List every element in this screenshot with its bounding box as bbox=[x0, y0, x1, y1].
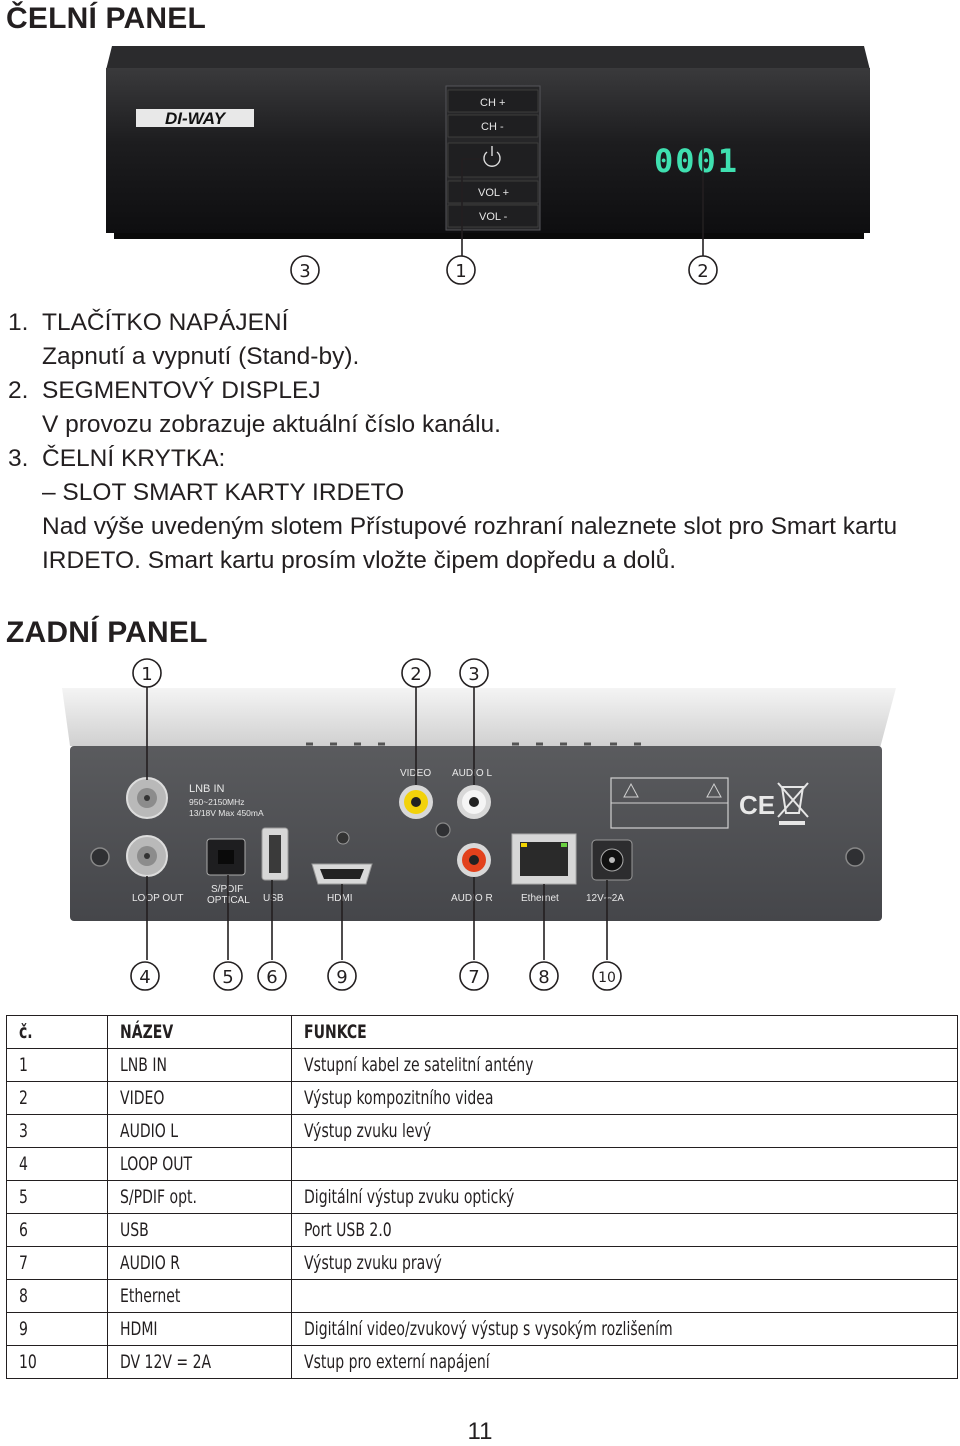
audio-l-label: AUDIO L bbox=[452, 768, 493, 779]
audio-l-rca-connector bbox=[457, 785, 491, 819]
list-item-title: ČELNÍ KRYTKA: bbox=[42, 445, 226, 472]
connector-table bbox=[6, 1015, 958, 1379]
cell-name: LOOP OUT bbox=[108, 1148, 292, 1181]
cell-name: AUDIO L bbox=[108, 1115, 292, 1148]
cell-name: Ethernet bbox=[108, 1280, 292, 1313]
cell-function: Výstup kompozitního videa bbox=[292, 1082, 958, 1115]
svg-text:1: 1 bbox=[455, 261, 467, 282]
table-row bbox=[7, 1346, 958, 1379]
front-panel-heading: ČELNÍ PANEL bbox=[6, 2, 206, 35]
table-row bbox=[7, 1247, 958, 1280]
table-row bbox=[7, 1115, 958, 1148]
column-header-number: č. bbox=[7, 1016, 108, 1049]
loop-out-connector bbox=[127, 836, 167, 876]
table-row bbox=[7, 1148, 958, 1181]
table-row bbox=[7, 1049, 958, 1082]
spdif-label: S/PDIF bbox=[211, 884, 244, 895]
audio-r-label: AUDIO R bbox=[451, 893, 493, 904]
cell-function: Digitální video/zvukový výstup s vysokým rozlišením bbox=[292, 1313, 958, 1346]
list-item-number: 2. bbox=[8, 377, 29, 404]
vol-down-label: VOL - bbox=[479, 211, 508, 223]
cell-name: USB bbox=[108, 1214, 292, 1247]
audio-r-rca-connector bbox=[457, 843, 491, 877]
cell-function: Vstupní kabel ze satelitní antény bbox=[292, 1049, 958, 1082]
description-list bbox=[8, 306, 960, 578]
usb-label: USB bbox=[263, 893, 284, 904]
svg-text:9: 9 bbox=[336, 967, 348, 988]
list-item-number: 3. bbox=[8, 445, 29, 472]
rear-panel-heading: ZADNÍ PANEL bbox=[6, 616, 208, 649]
list-item-text: Zapnutí a vypnutí (Stand-by). bbox=[42, 343, 360, 370]
list-item-title: TLAČÍTKO NAPÁJENÍ bbox=[42, 309, 289, 336]
svg-text:8: 8 bbox=[538, 967, 550, 988]
front-panel-photo bbox=[0, 38, 960, 298]
svg-text:4: 4 bbox=[139, 967, 151, 988]
svg-text:2: 2 bbox=[697, 261, 709, 282]
cell-number: 3 bbox=[7, 1115, 108, 1148]
table-row bbox=[7, 1214, 958, 1247]
cell-function: Port USB 2.0 bbox=[292, 1214, 958, 1247]
segment-display: 0001 bbox=[654, 142, 740, 180]
rear-panel-photo bbox=[0, 650, 960, 1000]
cell-function bbox=[292, 1148, 958, 1181]
svg-text:7: 7 bbox=[468, 967, 480, 988]
loop-out-label: LOOP OUT bbox=[132, 893, 184, 904]
list-item-text: IRDETO. Smart kartu prosím vložte čipem dopředu a dolů. bbox=[42, 547, 677, 574]
cell-name: AUDIO R bbox=[108, 1247, 292, 1280]
table-header-row bbox=[7, 1016, 958, 1049]
cell-number: 6 bbox=[7, 1214, 108, 1247]
svg-text:2: 2 bbox=[410, 664, 422, 685]
optical-label: OPTICAL bbox=[207, 895, 250, 906]
cell-function: Digitální výstup zvuku optický bbox=[292, 1181, 958, 1214]
svg-text:6: 6 bbox=[266, 967, 278, 988]
cell-name: HDMI bbox=[108, 1313, 292, 1346]
cell-number: 4 bbox=[7, 1148, 108, 1181]
cell-number: 10 bbox=[7, 1346, 108, 1379]
brand-logo: DI-WAY bbox=[164, 109, 226, 128]
cell-name: S/PDIF opt. bbox=[108, 1181, 292, 1214]
ch-up-label: CH + bbox=[480, 97, 506, 109]
lnb-spec-frequency: 950~2150MHz bbox=[189, 797, 245, 807]
video-label: VIDEO bbox=[400, 768, 432, 779]
vol-up-label: VOL + bbox=[478, 187, 510, 199]
list-item-number: 1. bbox=[8, 309, 29, 336]
svg-text:3: 3 bbox=[299, 261, 311, 282]
table-row bbox=[7, 1082, 958, 1115]
video-rca-connector bbox=[399, 785, 433, 819]
cell-number: 1 bbox=[7, 1049, 108, 1082]
svg-text:3: 3 bbox=[468, 664, 480, 685]
list-item-text: – SLOT SMART KARTY IRDETO bbox=[42, 479, 405, 506]
ch-down-label: CH - bbox=[481, 121, 504, 133]
list-item bbox=[8, 442, 960, 476]
power-input-label: 12V⎓2A bbox=[586, 893, 625, 904]
cell-function: Vstup pro externí napájení bbox=[292, 1346, 958, 1379]
cell-function: Výstup zvuku levý bbox=[292, 1115, 958, 1148]
hdmi-label: HDMI bbox=[327, 893, 353, 904]
list-item bbox=[8, 374, 960, 408]
cell-number: 2 bbox=[7, 1082, 108, 1115]
ethernet-label: Ethernet bbox=[521, 893, 559, 904]
lnb-in-connector bbox=[127, 778, 167, 818]
cell-function: Výstup zvuku pravý bbox=[292, 1247, 958, 1280]
list-item-title: SEGMENTOVÝ DISPLEJ bbox=[42, 377, 321, 404]
list-item-text: V provozu zobrazuje aktuální číslo kanálu. bbox=[42, 411, 501, 438]
cell-number: 7 bbox=[7, 1247, 108, 1280]
page-number: 11 bbox=[467, 1418, 493, 1445]
lnb-in-label: LNB IN bbox=[189, 783, 225, 795]
cell-function bbox=[292, 1280, 958, 1313]
cell-name: LNB IN bbox=[108, 1049, 292, 1082]
svg-text:1: 1 bbox=[141, 664, 153, 685]
cell-number: 8 bbox=[7, 1280, 108, 1313]
column-header-function: FUNKCE bbox=[292, 1016, 958, 1049]
cell-number: 5 bbox=[7, 1181, 108, 1214]
table-row bbox=[7, 1181, 958, 1214]
table-row bbox=[7, 1280, 958, 1313]
column-header-name: NÁZEV bbox=[108, 1016, 292, 1049]
cell-name: VIDEO bbox=[108, 1082, 292, 1115]
cell-name: DV 12V = 2A bbox=[108, 1346, 292, 1379]
ce-mark: CE bbox=[739, 790, 776, 820]
list-item-text: Nad výše uvedeným slotem Přístupové rozhraní naleznete slot pro Smart kartu bbox=[42, 513, 898, 540]
table-row bbox=[7, 1313, 958, 1346]
lnb-spec-power: 13/18V Max 450mA bbox=[189, 808, 264, 818]
cell-number: 9 bbox=[7, 1313, 108, 1346]
svg-text:10: 10 bbox=[598, 970, 616, 986]
list-item bbox=[8, 306, 960, 340]
svg-text:5: 5 bbox=[222, 967, 234, 988]
